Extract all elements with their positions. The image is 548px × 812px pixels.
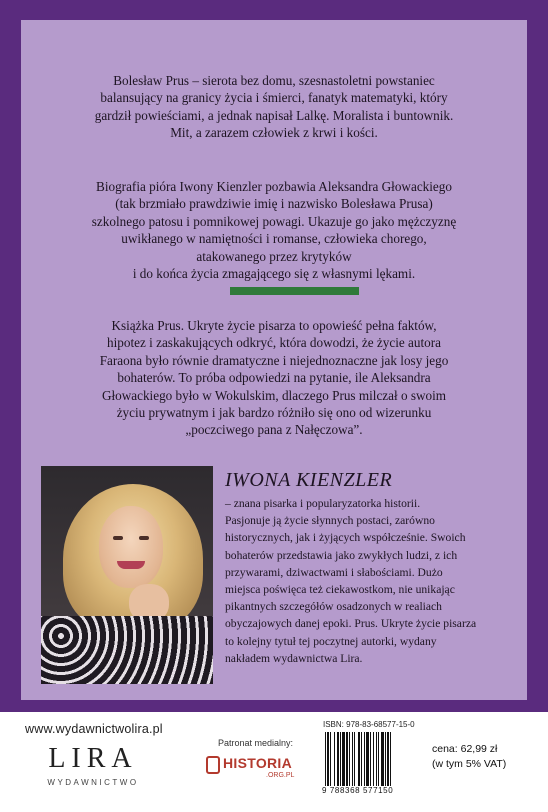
logo-subtitle: WYDAWNICTWO xyxy=(47,778,139,787)
historia-mark-icon xyxy=(206,756,220,774)
bio-line: – znana pisarka i popularyzatorka historii. xyxy=(225,497,421,510)
bio-line: Pasjonuje ją życie słynnych postaci, zarówno xyxy=(225,514,435,528)
bio-line: nakładem wydawnictwa Lira. xyxy=(225,651,363,665)
bio-line: pikantnych szczegółów osadzonych w realiach xyxy=(225,600,442,614)
text-line: hipotez i zaskakujących odkryć, która dowodzi, że życie autora xyxy=(107,335,441,351)
patron-label: Patronat medialny: xyxy=(218,738,294,748)
bio-line: miejsca poświęca też ciekawostkom, nie unikając xyxy=(225,583,455,597)
isbn-label: ISBN: 978-83-68577-15-0 xyxy=(323,720,415,729)
text-line: Biografia pióra Iwony Kienzler pozbawia Aleksandra Głowackiego xyxy=(96,179,452,194)
text-line: Faraona było równie dramatyczne i niejednoznaczne jak losy jego xyxy=(99,352,449,368)
green-divider xyxy=(230,287,359,295)
description-paragraph-1 xyxy=(21,72,527,142)
text-line: „poczciwego pana z Nałęczowa”. xyxy=(185,422,363,438)
text-line: balansujący na granicy życia i śmierci, fanatyk matematyki, który xyxy=(100,90,448,106)
price: cena: 62,99 zł xyxy=(432,743,498,755)
historia-domain: .ORG.PL xyxy=(266,772,295,779)
text-line: atakowanego przez krytyków xyxy=(196,248,352,264)
barcode-digits: 9 788368 577150 xyxy=(322,786,394,795)
text-line: i do końca życia zmagającego się z własnymi lękami. xyxy=(132,266,416,282)
author-photo xyxy=(41,466,213,684)
text-line: szkolnego patosu i pomnikowej powagi. Ukazuje go jako mężczyznę xyxy=(91,213,457,229)
text-line: Mit, a zarazem człowiek z krwi i kości. xyxy=(170,125,378,141)
cover-footer xyxy=(0,712,548,812)
barcode-icon xyxy=(323,732,419,786)
text-line: życiu prywatnym i jak bardzo różniło się ono od wizerunku xyxy=(116,405,432,421)
publisher-url[interactable]: www.wydawnictwolira.pl xyxy=(25,722,163,736)
text-line: bohaterów. To próba odpowiedzi na pytanie, ile Aleksandra xyxy=(117,370,431,386)
bio-line: bohaterów przedstawia jako zwykłych ludzi, z ich xyxy=(225,548,458,562)
price-block xyxy=(432,742,506,772)
historia-word: HISTORIA xyxy=(223,755,293,771)
bio-line: obyczajowych danej epoki. Prus. Ukryte życie pisarza xyxy=(225,617,477,631)
bio-line: przywarami, dziwactwami i słabościami. Dużo xyxy=(225,565,443,579)
lira-logo xyxy=(34,744,152,800)
bio-line: to kolejny tytuł tej poczytnej autorki, wydany xyxy=(225,634,437,648)
historia-logo xyxy=(206,752,300,782)
vat-note: (w tym 5% VAT) xyxy=(432,758,507,770)
bio-line: historycznych, jak i żyjących współcześnie. Swoich xyxy=(225,531,466,545)
text-line: Głowackiego było w Wokulskim, dlaczego Prus milczał o swoim xyxy=(101,387,447,403)
text-line: (tak brzmiało prawdziwie imię i nazwisko Bolesława Prusa) xyxy=(115,196,433,212)
author-bio xyxy=(225,495,515,667)
author-name: IWONA KIENZLER xyxy=(225,469,393,491)
text-line: uwikłanego w namiętności i romanse, człowieka chorego, xyxy=(121,231,427,247)
logo-word: LIRA xyxy=(48,743,138,774)
description-paragraph-2 xyxy=(21,178,527,282)
description-paragraph-3 xyxy=(21,317,527,439)
text-line: Książka Prus. Ukryte życie pisarza to opowieść pełna faktów, xyxy=(111,318,437,333)
text-line: Bolesław Prus – sierota bez domu, szesnastoletni powstaniec xyxy=(113,73,435,88)
text-line: gardził powieściami, a jednak napisał Lalkę. Moralista i buntownik. xyxy=(94,107,454,123)
